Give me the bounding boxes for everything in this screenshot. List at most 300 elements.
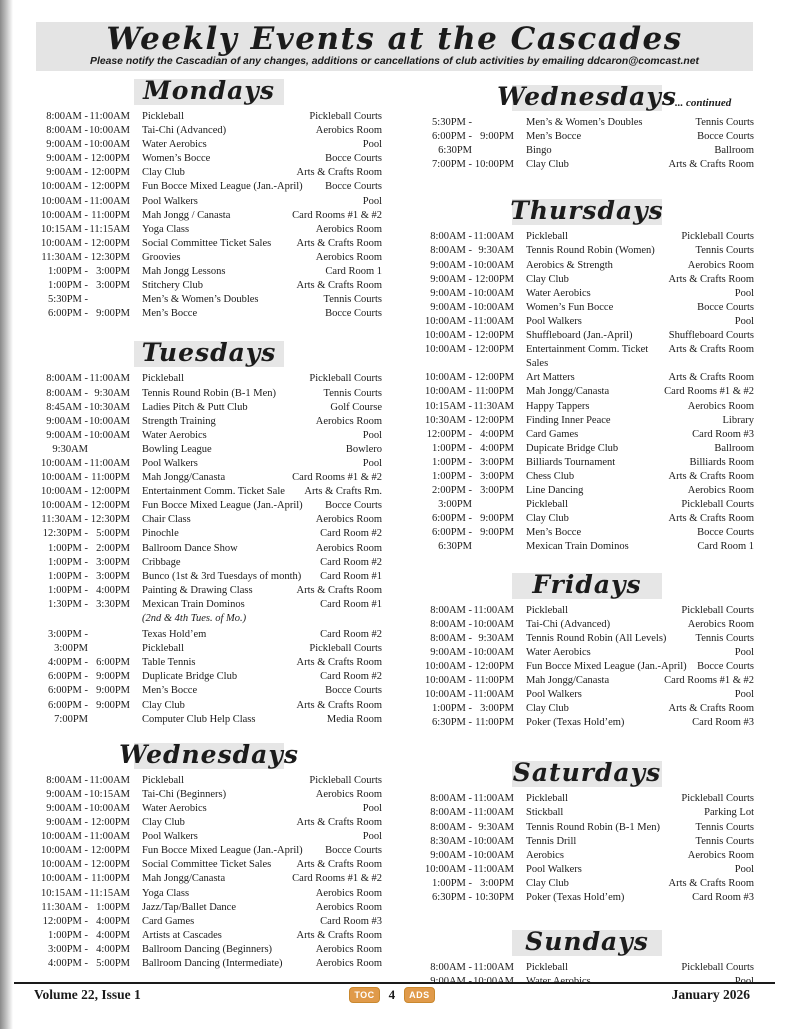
schedule-row: [420, 540, 754, 554]
event-time: 3:00PM -: [48, 629, 88, 641]
event-location: Card Rooms #1 & #2: [292, 209, 382, 221]
event-time: 5:30PM -: [48, 294, 88, 306]
event-name: Cribbage: [142, 556, 181, 568]
event-name: Pool Walkers: [526, 863, 582, 875]
schedule-row: [36, 788, 382, 802]
schedule-row: [420, 835, 754, 849]
event-time: 10:00AM - 12:00PM: [425, 660, 514, 672]
event-location: Arts & Crafts Room: [296, 584, 382, 596]
schedule-row: [420, 273, 754, 287]
event-name: Men’s Bocce: [142, 308, 198, 320]
day-header-box: [512, 758, 662, 788]
event-name: Mah Jongg/Canasta: [142, 472, 226, 484]
schedule-row: [36, 401, 382, 415]
event-time: 9:00AM - 10:00AM: [430, 301, 514, 313]
event-name: Entertainment Comm. Ticket Sale: [142, 486, 285, 498]
event-name: Tai-Chi (Advanced): [526, 618, 611, 630]
event-location: Pickleball Courts: [681, 604, 754, 616]
event-time: 8:45AM - 10:30AM: [46, 401, 130, 413]
event-name: Pickleball: [526, 793, 568, 805]
event-name: Women’s Fun Bocce: [526, 301, 614, 313]
schedule-row: [36, 816, 382, 830]
event-location: Pickleball Courts: [681, 499, 754, 511]
event-time: 10:00AM - 12:00PM: [425, 344, 514, 356]
event-name: Stickball: [526, 807, 564, 819]
section-wednesdays-continued: [420, 82, 754, 172]
schedule-rows: [420, 230, 754, 554]
event-location: Arts & Crafts Room: [296, 280, 382, 292]
event-time: 10:00AM - 11:00PM: [41, 209, 130, 221]
event-time: 9:00AM - 10:00AM: [430, 259, 514, 271]
schedule-row: [36, 513, 382, 527]
schedule-row: [36, 124, 382, 138]
schedule-row: [420, 158, 754, 172]
event-time: 1:00PM - 3:00PM: [48, 266, 130, 278]
day-header-box: [134, 338, 284, 368]
event-location: Bocce Courts: [325, 308, 382, 320]
event-time: 6:30PM: [438, 541, 472, 553]
event-name: Line Dancing: [526, 485, 584, 497]
event-name: Pool Walkers: [142, 195, 198, 207]
event-name: Pickleball: [142, 643, 184, 655]
event-name: Ballroom Dancing (Beginners): [142, 943, 273, 955]
event-time: 8:00AM - 9:30AM: [430, 245, 514, 257]
event-location: Card Room 1: [697, 541, 754, 553]
event-location: Bocce Courts: [325, 845, 382, 857]
event-location: Arts & Crafts Room: [296, 817, 382, 829]
footer: [0, 982, 788, 1003]
schedule-row: [420, 343, 754, 371]
event-name: Card Games: [142, 915, 195, 927]
event-location: Card Rooms #1 & #2: [664, 675, 754, 686]
event-time: 9:30AM: [52, 443, 88, 455]
schedule-row: [36, 485, 382, 499]
event-location: Card Room #1: [320, 570, 382, 582]
schedule-row: [36, 915, 382, 929]
event-time: 3:00PM: [438, 499, 472, 511]
schedule-row: [420, 849, 754, 863]
schedule-row: [36, 443, 382, 457]
event-name: Tennis Round Robin (B-1 Men): [526, 821, 661, 833]
schedule-row: [36, 684, 382, 698]
event-location: Arts & Crafts Room: [668, 372, 754, 384]
event-name: Men’s & Women’s Doubles: [526, 117, 643, 128]
event-name: Strength Training: [142, 415, 216, 427]
event-name: Clay Club: [526, 877, 569, 889]
event-location: Card Room #2: [320, 671, 382, 683]
event-name: Tennis Drill: [526, 835, 577, 847]
schedule-row: [36, 628, 382, 642]
schedule-row: [36, 237, 382, 251]
event-location: Pool: [362, 457, 382, 469]
schedule-row: [420, 702, 754, 716]
schedule-rows: [420, 604, 754, 731]
event-name: Pool Walkers: [526, 315, 582, 327]
event-location: Tennis Courts: [695, 632, 754, 644]
event-time: 7:00PM - 10:00PM: [432, 159, 514, 171]
event-name: Tennis Round Robin (All Levels): [526, 632, 667, 644]
event-location: Card Room #3: [692, 717, 754, 729]
schedule-row: [420, 674, 754, 688]
event-name: Pinochle: [142, 528, 179, 540]
event-time: 8:00AM - 9:30AM: [430, 821, 514, 833]
event-location: Aerobics Room: [687, 259, 754, 271]
schedule-row: [420, 688, 754, 702]
event-name: Pickleball: [142, 774, 184, 786]
event-location: Pool: [734, 863, 754, 875]
event-name: Ladies Pitch & Putt Club: [142, 401, 248, 413]
event-name: Women’s Bocce: [142, 153, 211, 165]
volume-label: Volume 22, Issue 1: [34, 987, 141, 1002]
event-name: Mah Jongg Lessons: [142, 266, 226, 278]
event-time: 11:30AM - 12:30PM: [41, 251, 130, 263]
event-name: Tennis Round Robin (Women): [526, 245, 655, 257]
schedule-row: [420, 414, 754, 428]
schedule-row: [36, 943, 382, 957]
event-name: Bingo: [526, 145, 552, 157]
event-time: 10:00AM - 11:00AM: [41, 195, 130, 207]
schedule-row: [420, 428, 754, 442]
event-location: Arts & Crafts Rm.: [304, 486, 382, 498]
event-time: 6:30PM: [438, 145, 472, 157]
event-location: Tennis Courts: [323, 294, 382, 306]
event-time: 9:00AM - 10:00AM: [46, 415, 130, 427]
schedule-row: [36, 670, 382, 684]
event-location: Pickleball Courts: [309, 643, 382, 655]
event-name: Tennis Round Robin (B-1 Men): [142, 387, 277, 399]
event-name: Pickleball: [526, 231, 568, 243]
day-header-box: [497, 82, 677, 111]
event-location: Pool: [734, 646, 754, 658]
event-location: Bocce Courts: [697, 301, 754, 313]
event-time: 8:00AM - 11:00AM: [46, 111, 130, 122]
event-name: Dupicate Bridge Club: [526, 442, 619, 454]
event-time: 8:00AM - 11:00AM: [430, 962, 514, 974]
event-time: 1:00PM - 3:00PM: [432, 703, 514, 715]
event-time: 10:00AM - 11:00PM: [41, 472, 130, 484]
event-time: 11:30AM - 1:00PM: [41, 901, 130, 913]
schedule-row: [420, 144, 754, 158]
schedule-row: [420, 806, 754, 820]
event-time: 3:00PM: [54, 643, 88, 655]
event-time: 6:00PM - 9:00PM: [48, 671, 130, 683]
schedule-row: [36, 293, 382, 307]
event-name: Clay Club: [142, 699, 185, 711]
title-banner: [36, 22, 753, 71]
schedule-row: [420, 385, 754, 399]
event-time: 10:00AM - 11:00AM: [425, 689, 514, 701]
event-time: 1:00PM - 4:00PM: [48, 584, 130, 596]
day-label: Thursdays: [510, 196, 664, 226]
schedule-row: [420, 821, 754, 835]
event-time: 10:30AM - 12:00PM: [425, 414, 514, 426]
event-time: 8:00AM - 11:00AM: [430, 231, 514, 243]
event-name: Clay Club: [142, 817, 185, 829]
schedule-row: [36, 387, 382, 401]
schedule-rows: [36, 774, 382, 971]
schedule-row: [420, 877, 754, 891]
schedule-rows: [36, 110, 382, 321]
page-number: 4: [388, 987, 396, 1002]
schedule-row: [36, 713, 382, 727]
event-name: Fun Bocce Mixed League (Jan.-April): [142, 500, 303, 512]
event-time: 6:30PM - 11:00PM: [432, 717, 514, 729]
event-time: 8:00AM - 10:00AM: [430, 618, 514, 630]
event-time: 10:00AM - 11:00PM: [425, 675, 514, 686]
event-name: Clay Club: [526, 159, 569, 171]
event-location: Arts & Crafts Room: [668, 470, 754, 482]
schedule-rows: [420, 116, 754, 172]
event-location: Bowlero: [345, 443, 382, 455]
event-time: 1:00PM - 3:00PM: [48, 280, 130, 292]
event-name: Pool Walkers: [142, 831, 198, 843]
schedule-row: [36, 307, 382, 321]
page-title: Weekly Events at the Cascades: [106, 21, 683, 57]
event-time: 9:00AM - 10:00AM: [430, 849, 514, 861]
event-location: Pickleball Courts: [309, 774, 382, 786]
event-name: Pickleball: [526, 604, 568, 616]
event-location: Tennis Courts: [323, 387, 382, 399]
event-location: Card Room #1: [320, 598, 382, 610]
event-location: Bocce Courts: [697, 527, 754, 539]
event-location: Aerobics Room: [315, 788, 382, 800]
schedule-row: [420, 961, 754, 975]
schedule-row: [36, 527, 382, 541]
event-time: 1:00PM - 4:00PM: [432, 442, 514, 454]
event-location: Arts & Crafts Room: [296, 657, 382, 669]
event-time: 10:00AM - 11:00PM: [41, 873, 130, 885]
event-location: Bocce Courts: [325, 685, 382, 697]
schedule-row: [36, 929, 382, 943]
event-time: 10:00AM - 11:00AM: [425, 315, 514, 327]
day-label: Tuesdays: [141, 338, 277, 368]
event-location: Bocce Courts: [325, 181, 382, 193]
day-label: Wednesdays: [497, 82, 677, 111]
event-location: Card Room 1: [325, 266, 382, 278]
event-name: Painting & Drawing Class: [142, 584, 253, 596]
event-name: Men’s Bocce: [526, 131, 582, 143]
event-location: Pool: [362, 429, 382, 441]
event-location: Arts & Crafts Room: [296, 699, 382, 711]
schedule-row: [420, 116, 754, 130]
event-name: Clay Club: [142, 167, 185, 179]
event-location: Aerobics Room: [315, 415, 382, 427]
event-time: 1:00PM - 3:00PM: [48, 556, 130, 568]
event-time: 6:00PM - 9:00PM: [432, 513, 514, 525]
issue-date: January 2026: [671, 987, 751, 1002]
event-time: 6:00PM - 9:00PM: [48, 308, 130, 320]
schedule-row: [420, 604, 754, 618]
event-location: Arts & Crafts Room: [296, 167, 382, 179]
event-location: Aerobics Room: [315, 542, 382, 554]
event-name: Clay Club: [526, 703, 569, 715]
schedule-row: [420, 660, 754, 674]
schedule-row: [420, 498, 754, 512]
schedule-row: [36, 957, 382, 971]
event-time: 3:00PM - 4:00PM: [48, 943, 130, 955]
event-time: 9:00AM - 12:00PM: [46, 817, 130, 829]
event-name: Pool Walkers: [526, 689, 582, 701]
event-time: 6:00PM - 9:00PM: [48, 685, 130, 697]
event-time: 8:00AM - 11:00AM: [430, 807, 514, 819]
event-location: Tennis Courts: [695, 835, 754, 847]
event-location: Aerobics Room: [315, 943, 382, 955]
event-name: Fun Bocce Mixed League (Jan.-April): [142, 181, 303, 193]
day-label: Sundays: [525, 927, 649, 957]
schedule-row: [420, 632, 754, 646]
event-time: 9:00AM - 10:00AM: [430, 287, 514, 299]
event-name: Artists at Cascades: [142, 929, 222, 941]
schedule-row: [36, 195, 382, 209]
event-name: Mah Jongg/Canasta: [526, 675, 610, 686]
schedule-columns: [36, 72, 754, 989]
event-time: 12:00PM - 4:00PM: [42, 915, 130, 927]
schedule-row: [36, 166, 382, 180]
event-time: 8:00AM - 11:00AM: [46, 774, 130, 786]
event-location: Ballroom: [714, 145, 754, 157]
event-name: Mah Jongg/Canasta: [526, 386, 610, 398]
event-name: Bunco (1st & 3rd Tuesdays of month): [142, 570, 302, 582]
event-name: Poker (Texas Hold’em): [526, 717, 625, 729]
schedule-row: [420, 716, 754, 730]
schedule-row: [36, 429, 382, 443]
event-name: Clay Club: [526, 513, 569, 525]
event-location: Pool: [734, 976, 754, 988]
schedule-row: [36, 642, 382, 656]
event-name: Yoga Class: [142, 223, 190, 235]
event-time: 8:00AM - 11:00AM: [430, 793, 514, 805]
event-time: 1:00PM - 3:00PM: [48, 570, 130, 582]
event-location: Arts & Crafts Room: [668, 159, 754, 171]
event-time: 8:00AM - 9:30AM: [46, 387, 130, 399]
event-name: Texas Hold’em: [142, 629, 207, 641]
event-time: 9:00AM - 12:00PM: [46, 167, 130, 179]
event-time: 1:00PM - 3:00PM: [432, 456, 514, 468]
event-time: 10:15AM - 11:15AM: [41, 223, 130, 235]
event-location: Pickleball Courts: [309, 111, 382, 122]
event-location: Aerobics Room: [687, 485, 754, 497]
event-location: Shuffleboard Courts: [668, 330, 754, 342]
event-location: Card Room #3: [320, 915, 382, 927]
toc-button[interactable]: TOC: [349, 987, 379, 1003]
event-name: Mexican Train Dominos: [142, 598, 245, 610]
schedule-row: [36, 251, 382, 265]
event-time: 8:30AM - 10:00AM: [430, 835, 514, 847]
day-header-box: [512, 569, 662, 599]
event-location: Pool: [734, 315, 754, 327]
event-location: Aerobics Room: [687, 849, 754, 861]
event-time: 1:00PM - 2:00PM: [48, 542, 130, 554]
event-time: 9:00AM - 10:15AM: [46, 788, 130, 800]
day-header: [420, 927, 754, 957]
schedule-row: [36, 138, 382, 152]
event-location: Card Room #3: [692, 428, 754, 440]
event-location: Arts & Crafts Room: [668, 703, 754, 715]
day-header: [420, 758, 754, 788]
event-location: Arts & Crafts Room: [296, 859, 382, 871]
day-header: [36, 739, 382, 769]
event-name: Computer Club Help Class: [142, 713, 256, 725]
event-time: 9:00AM - 10:00AM: [430, 646, 514, 658]
day-header: [420, 196, 754, 226]
event-location: Parking Lot: [704, 807, 754, 819]
schedule-row: [36, 570, 382, 584]
event-time: 11:30AM - 12:30PM: [41, 514, 130, 526]
event-location: Arts & Crafts Room: [296, 929, 382, 941]
event-location: Aerobics Room: [315, 957, 382, 969]
event-location: Card Room #2: [320, 556, 382, 568]
event-name: Men’s & Women’s Doubles: [142, 294, 259, 306]
schedule-row: [36, 901, 382, 915]
event-time: 5:30PM -: [432, 117, 472, 128]
schedule-row: [36, 223, 382, 237]
day-label: Fridays: [532, 569, 642, 599]
ads-button[interactable]: ADS: [404, 987, 435, 1003]
event-location: Pickleball Courts: [681, 793, 754, 805]
event-location: Arts & Crafts Room: [668, 877, 754, 889]
schedule-row: [420, 287, 754, 301]
schedule-row: [36, 830, 382, 844]
event-location: Pool: [362, 195, 382, 207]
event-name: Mexican Train Dominos: [526, 541, 629, 553]
day-header: [420, 82, 754, 111]
event-name: Pickleball: [142, 373, 184, 385]
schedule-row: [420, 315, 754, 329]
day-suffix: ... continued: [675, 97, 732, 109]
event-time: 1:30PM - 3:30PM: [48, 598, 130, 610]
section-saturdays: [420, 758, 754, 905]
event-time: 10:15AM - 11:15AM: [41, 887, 130, 899]
event-name: Poker (Texas Hold’em): [526, 892, 625, 904]
event-location: Pickleball Courts: [681, 231, 754, 243]
day-header: [36, 76, 382, 105]
event-name: Aerobics & Strength: [526, 259, 613, 271]
schedule-row: [36, 457, 382, 471]
event-location: Card Rooms #1 & #2: [664, 386, 754, 398]
day-header: [420, 569, 754, 599]
event-time: 6:00PM - 9:00PM: [48, 699, 130, 711]
schedule-row: [420, 618, 754, 632]
event-location: Pickleball Courts: [681, 962, 754, 974]
schedule-row: [36, 556, 382, 570]
event-location: Bocce Courts: [697, 660, 754, 672]
event-location: Arts & Crafts Room: [668, 513, 754, 525]
event-time: 6:30PM - 10:30PM: [432, 892, 514, 904]
schedule-row: [36, 872, 382, 886]
event-time: 10:00AM - 12:00PM: [41, 500, 130, 512]
schedule-row: [420, 130, 754, 144]
schedule-row: [420, 244, 754, 258]
schedule-row: [36, 471, 382, 485]
event-location: Aerobics Room: [687, 618, 754, 630]
schedule-row: [36, 415, 382, 429]
event-name: Art Matters: [526, 372, 575, 384]
schedule-row: [420, 442, 754, 456]
day-header: [36, 338, 382, 368]
event-location: Tennis Courts: [695, 821, 754, 833]
event-location: Card Room #2: [320, 528, 382, 540]
event-name: Groovies: [142, 251, 181, 263]
event-name: Clay Club: [526, 273, 569, 285]
event-name: Chess Club: [526, 470, 575, 482]
event-name: Table Tennis: [142, 657, 196, 669]
event-time: 2:00PM - 3:00PM: [432, 485, 514, 497]
event-location: Pool: [734, 689, 754, 701]
event-name: Fun Bocce Mixed League (Jan.-April): [526, 660, 687, 672]
event-time: 1:00PM - 3:00PM: [432, 470, 514, 482]
schedule-row: [420, 301, 754, 315]
event-name: Aerobics: [526, 849, 564, 861]
